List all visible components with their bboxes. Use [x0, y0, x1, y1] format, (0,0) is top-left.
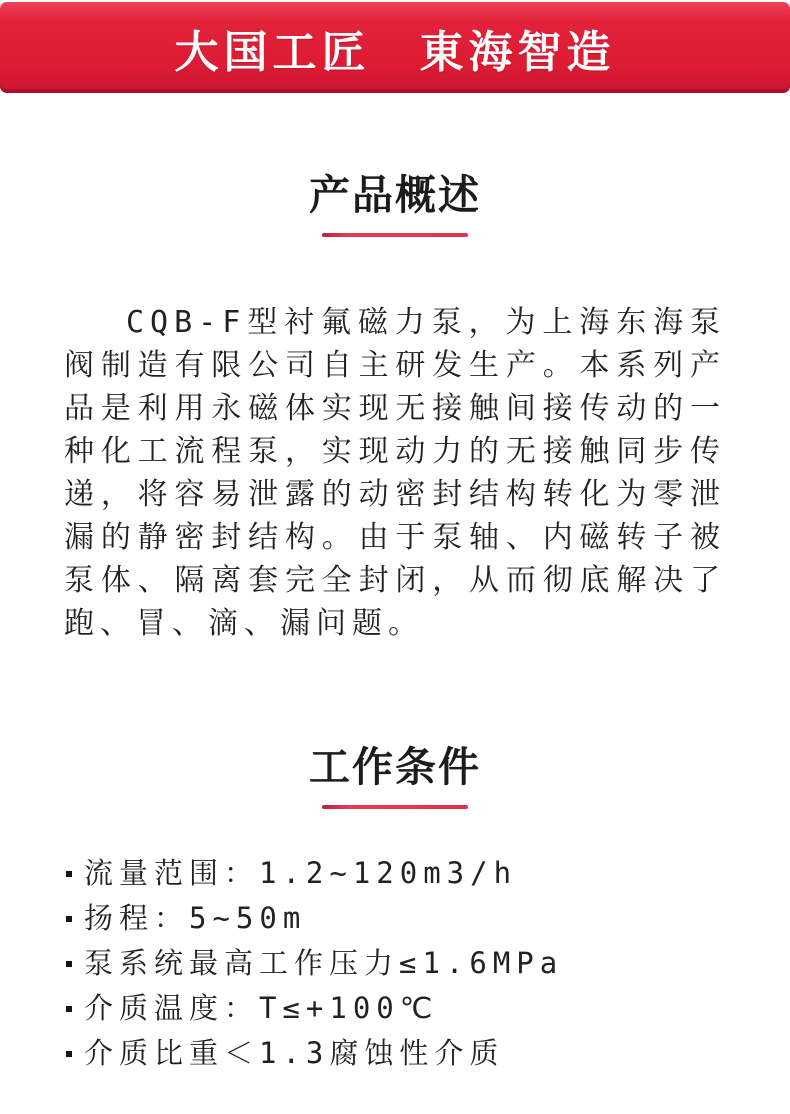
list-item [66, 896, 750, 941]
bullet-square-icon [66, 916, 72, 922]
condition-medium-density: 介质比重＜1.3腐蚀性介质 [84, 1036, 505, 1071]
list-item [66, 1031, 750, 1076]
condition-head: 扬程：5~50m [84, 901, 307, 936]
banner-title: 大国工匠 東海智造 [174, 26, 616, 78]
product-page [0, 2, 790, 1076]
bullet-square-icon [66, 1006, 72, 1012]
overview-title-underline [322, 233, 468, 237]
conditions-section [0, 745, 790, 1076]
list-item [66, 986, 750, 1031]
list-item [66, 851, 750, 896]
bullet-square-icon [66, 871, 72, 877]
condition-medium-temperature: 介质温度：T≤+100℃ [84, 991, 439, 1026]
conditions-title-underline [322, 805, 468, 809]
list-item [66, 941, 750, 986]
bullet-square-icon [66, 961, 72, 967]
condition-flow-range: 流量范围：1.2~120m3/h [84, 856, 518, 891]
conditions-list [66, 851, 750, 1076]
conditions-section-title: 工作条件 [309, 743, 481, 792]
overview-section-title: 产品概述 [309, 171, 481, 219]
overview-section [0, 173, 790, 645]
header-banner [0, 2, 790, 93]
overview-paragraph: CQB-F型衬氟磁力泵，为上海东海泵阀制造有限公司自主研发生产。本系列产品是利用永磁体实现无接触间接传动的一种化工流程泵，实现动力的无接触同步传递，将容易泄露的动密封结构转化为零泄漏的静密封结构。由于泵轴、内磁转子被泵体、隔离套完全封闭，从而彻底解决了跑、冒、滴、漏问题。 [64, 305, 726, 642]
condition-max-pressure: 泵系统最高工作压力≤1.6MPa [84, 946, 564, 981]
bullet-square-icon [66, 1051, 72, 1057]
